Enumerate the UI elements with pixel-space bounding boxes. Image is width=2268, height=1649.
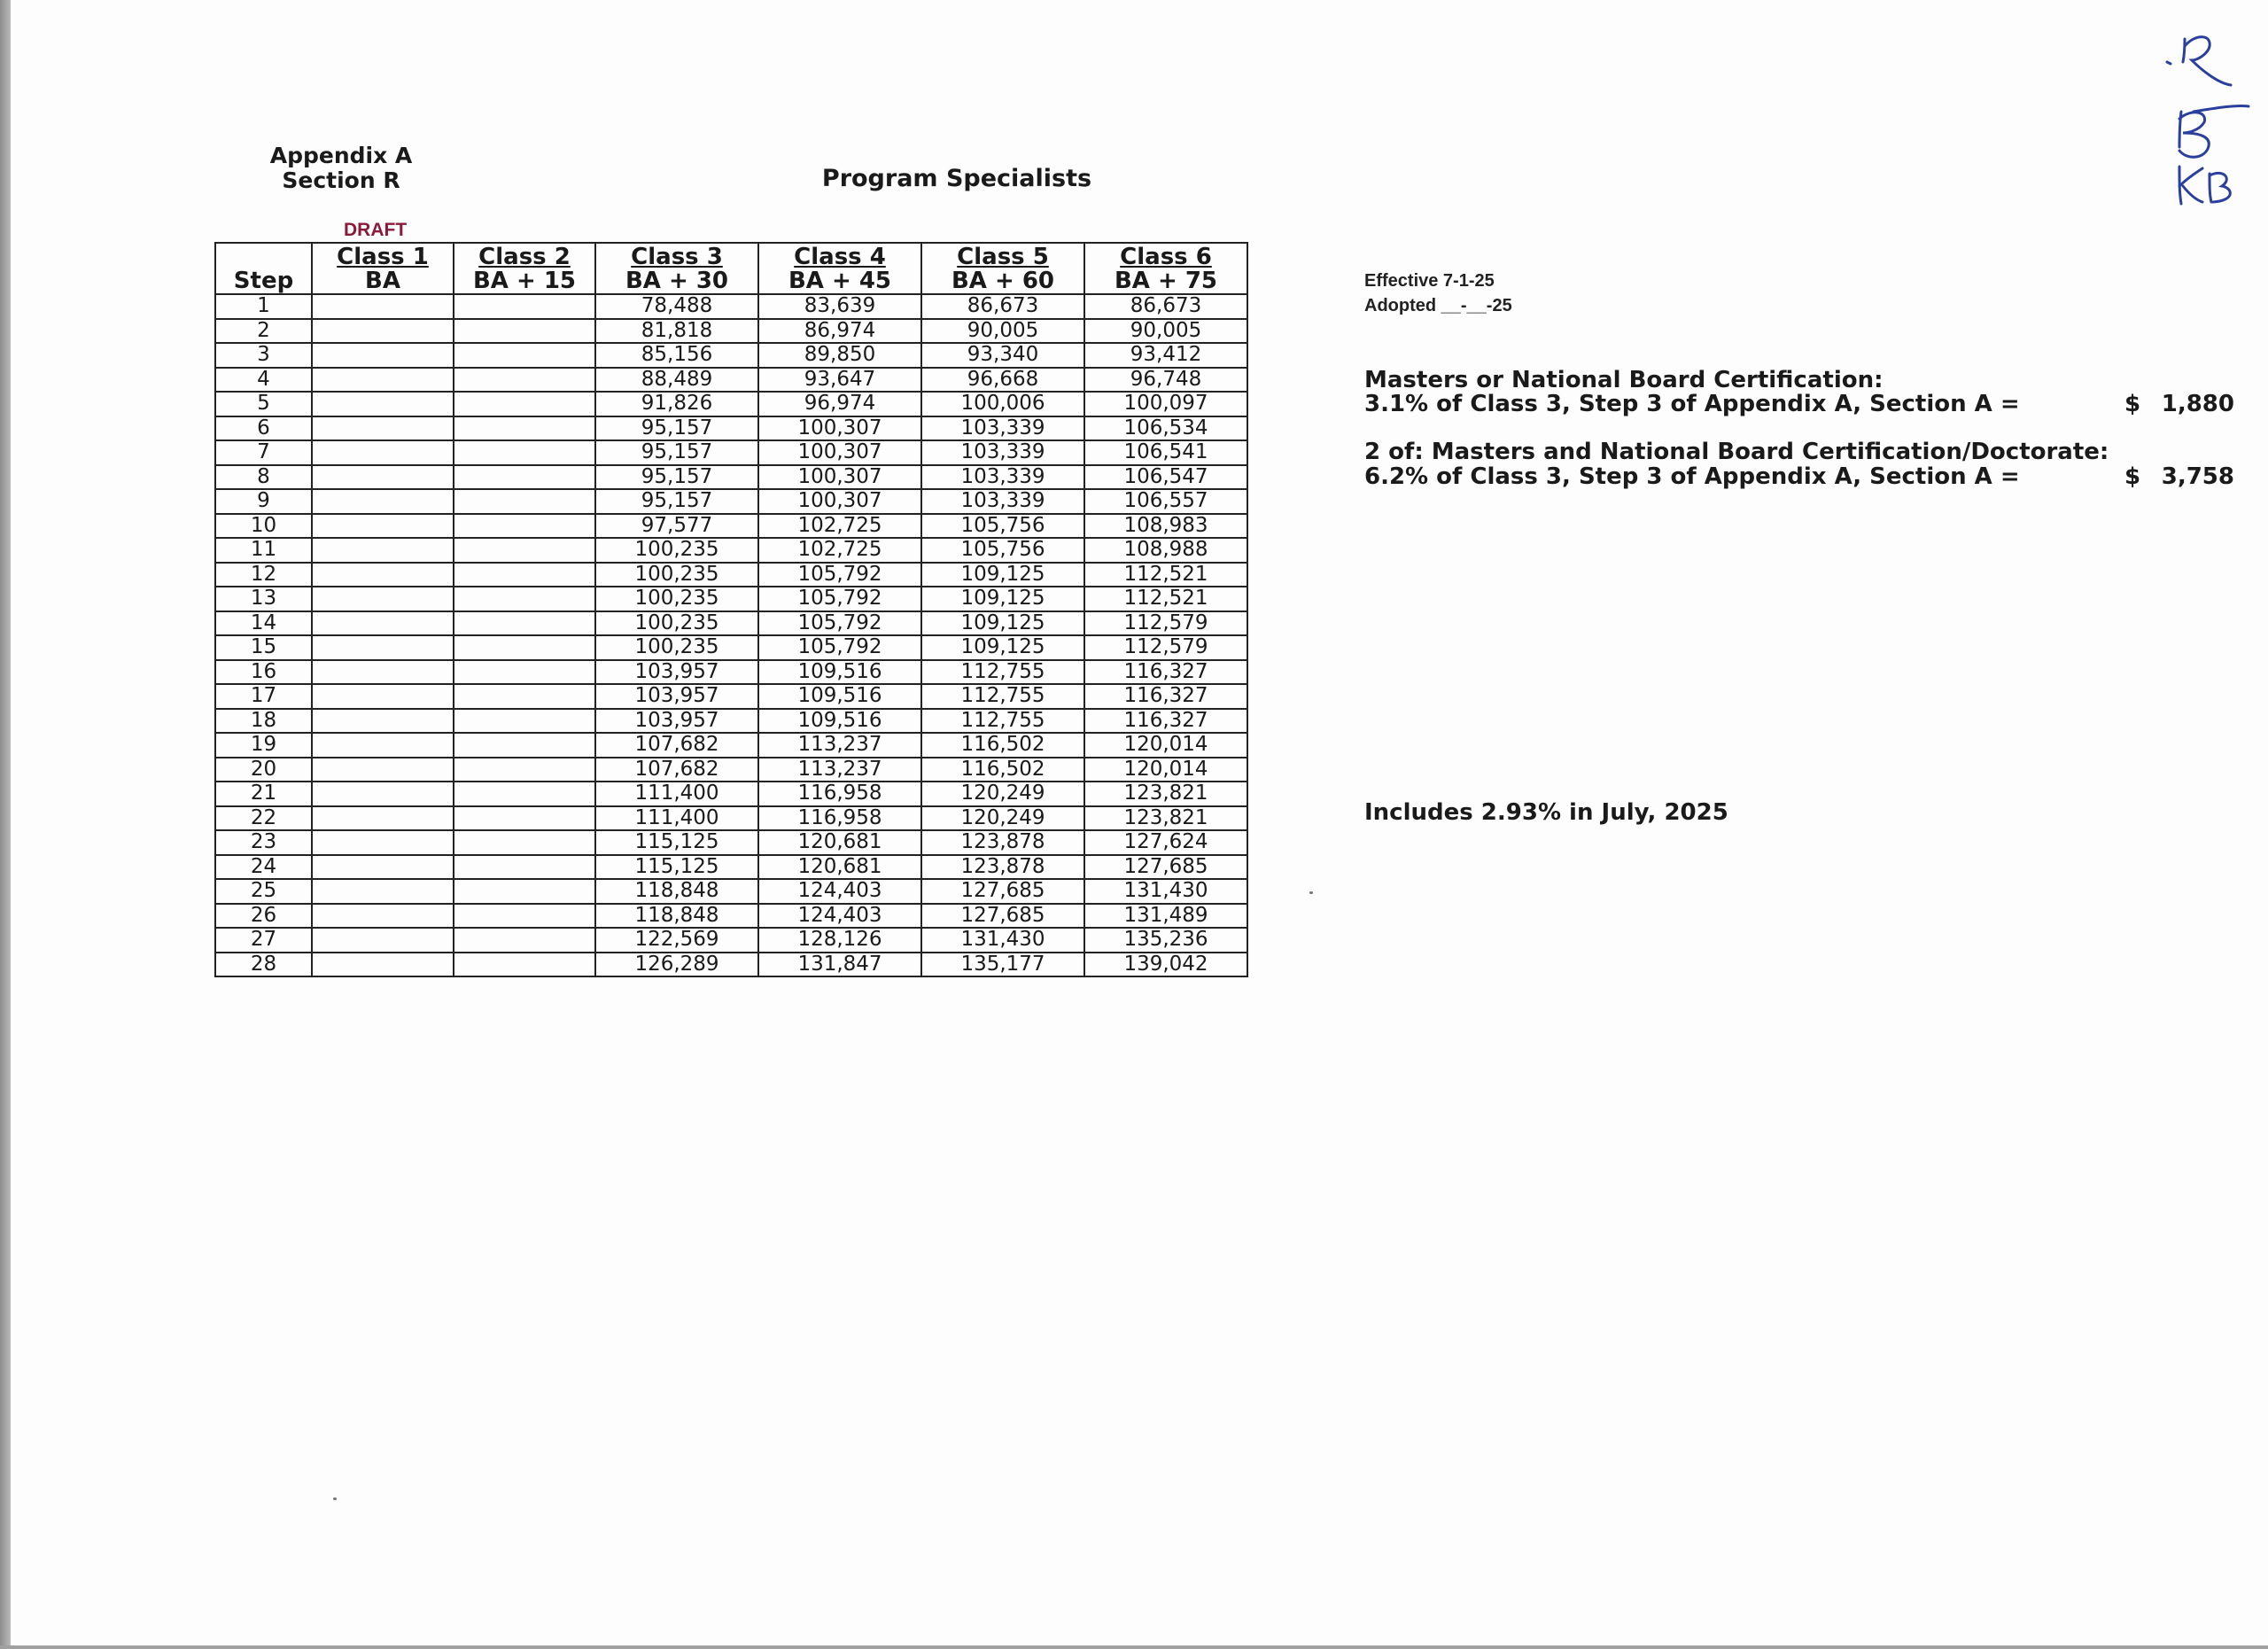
salary-cell — [454, 514, 595, 539]
salary-cell: 103,339 — [921, 416, 1084, 441]
salary-cell: 123,821 — [1084, 782, 1247, 806]
salary-cell: 93,412 — [1084, 343, 1247, 368]
step-cell: 17 — [215, 684, 312, 709]
table-row — [215, 563, 1247, 587]
salary-cell: 115,125 — [595, 830, 758, 855]
table-row — [215, 489, 1247, 514]
salary-cell — [312, 855, 454, 880]
salary-cell: 108,988 — [1084, 538, 1247, 563]
salary-cell — [312, 465, 454, 490]
salary-cell: 100,307 — [758, 465, 921, 490]
table-row — [215, 611, 1247, 636]
class-label: Class 4 — [794, 244, 886, 270]
salary-cell: 109,125 — [921, 635, 1084, 660]
salary-cell: 81,818 — [595, 319, 758, 344]
salary-cell — [312, 806, 454, 831]
salary-cell — [454, 465, 595, 490]
salary-cell — [454, 953, 595, 977]
salary-cell: 106,534 — [1084, 416, 1247, 441]
step-cell: 15 — [215, 635, 312, 660]
salary-cell: 120,014 — [1084, 733, 1247, 758]
column-header-class-5 — [921, 243, 1084, 294]
includes-note: Includes 2.93% in July, 2025 — [1364, 799, 1728, 826]
salary-cell — [312, 660, 454, 685]
salary-cell — [312, 635, 454, 660]
step-cell: 22 — [215, 806, 312, 831]
salary-cell — [312, 440, 454, 465]
draft-stamp: DRAFT — [344, 220, 408, 240]
salary-cell — [312, 879, 454, 904]
salary-cell — [312, 953, 454, 977]
class-label: Class 3 — [631, 244, 723, 270]
salary-cell — [312, 538, 454, 563]
step-cell: 12 — [215, 563, 312, 587]
salary-cell — [312, 782, 454, 806]
document-page — [11, 0, 2268, 1645]
salary-cell: 100,307 — [758, 489, 921, 514]
column-header-class-1 — [312, 243, 454, 294]
salary-cell: 109,125 — [921, 563, 1084, 587]
salary-cell — [454, 684, 595, 709]
section-line: Section R — [282, 167, 400, 193]
salary-cell: 128,126 — [758, 928, 921, 953]
salary-cell — [454, 855, 595, 880]
salary-cell — [312, 611, 454, 636]
salary-cell: 112,755 — [921, 709, 1084, 734]
salary-cell — [312, 294, 454, 319]
salary-cell: 109,516 — [758, 684, 921, 709]
effective-date: Effective 7-1-25 — [1364, 271, 1495, 291]
salary-cell: 135,236 — [1084, 928, 1247, 953]
table-row — [215, 928, 1247, 953]
salary-cell: 105,792 — [758, 611, 921, 636]
salary-cell: 109,125 — [921, 611, 1084, 636]
salary-cell: 109,125 — [921, 587, 1084, 611]
salary-cell: 100,307 — [758, 416, 921, 441]
scan-speck — [333, 1497, 337, 1500]
salary-cell: 100,235 — [595, 563, 758, 587]
appendix-heading — [239, 144, 443, 193]
salary-cell: 120,014 — [1084, 758, 1247, 782]
salary-cell: 100,097 — [1084, 392, 1247, 416]
salary-cell: 95,157 — [595, 489, 758, 514]
salary-cell: 106,547 — [1084, 465, 1247, 490]
salary-cell — [312, 416, 454, 441]
salary-cell — [454, 489, 595, 514]
salary-cell: 97,577 — [595, 514, 758, 539]
table-row — [215, 855, 1247, 880]
table-row — [215, 830, 1247, 855]
table-row — [215, 514, 1247, 539]
table-row — [215, 440, 1247, 465]
table-row — [215, 587, 1247, 611]
salary-cell: 103,339 — [921, 440, 1084, 465]
salary-cell: 115,125 — [595, 855, 758, 880]
scan-speck — [1309, 891, 1313, 894]
adopted-date: Adopted __-__-25 — [1364, 296, 1512, 315]
step-cell: 1 — [215, 294, 312, 319]
salary-cell: 86,673 — [1084, 294, 1247, 319]
salary-cell — [312, 684, 454, 709]
salary-cell — [454, 611, 595, 636]
salary-cell: 105,756 — [921, 538, 1084, 563]
two-of-currency: $ — [2124, 463, 2141, 490]
salary-cell: 124,403 — [758, 904, 921, 929]
table-row — [215, 392, 1247, 416]
table-header-row — [215, 243, 1247, 294]
salary-cell: 131,489 — [1084, 904, 1247, 929]
salary-cell: 95,157 — [595, 465, 758, 490]
salary-cell: 116,502 — [921, 733, 1084, 758]
salary-cell — [454, 709, 595, 734]
salary-cell: 111,400 — [595, 782, 758, 806]
salary-cell — [454, 928, 595, 953]
salary-cell — [454, 758, 595, 782]
table-row — [215, 635, 1247, 660]
salary-cell — [454, 806, 595, 831]
salary-cell: 116,327 — [1084, 684, 1247, 709]
step-label: Step — [233, 268, 294, 294]
salary-cell: 86,974 — [758, 319, 921, 344]
salary-cell: 113,237 — [758, 733, 921, 758]
salary-cell: 103,339 — [921, 465, 1084, 490]
degree-label: BA + 15 — [472, 268, 576, 294]
salary-cell: 83,639 — [758, 294, 921, 319]
salary-cell: 85,156 — [595, 343, 758, 368]
salary-cell: 108,983 — [1084, 514, 1247, 539]
salary-cell: 88,489 — [595, 368, 758, 393]
salary-cell: 120,681 — [758, 855, 921, 880]
salary-cell: 113,237 — [758, 758, 921, 782]
salary-cell: 116,327 — [1084, 709, 1247, 734]
salary-cell: 100,235 — [595, 538, 758, 563]
step-cell: 25 — [215, 879, 312, 904]
salary-cell — [312, 489, 454, 514]
salary-cell: 103,957 — [595, 709, 758, 734]
salary-cell: 102,725 — [758, 514, 921, 539]
class-label: Class 6 — [1120, 244, 1212, 270]
salary-cell: 103,339 — [921, 489, 1084, 514]
step-cell: 23 — [215, 830, 312, 855]
step-cell: 18 — [215, 709, 312, 734]
salary-cell — [454, 635, 595, 660]
table-row — [215, 758, 1247, 782]
salary-cell — [312, 368, 454, 393]
column-header-class-3 — [595, 243, 758, 294]
salary-cell — [312, 514, 454, 539]
salary-cell: 100,235 — [595, 611, 758, 636]
salary-cell: 112,579 — [1084, 635, 1247, 660]
step-cell: 27 — [215, 928, 312, 953]
salary-cell: 131,430 — [921, 928, 1084, 953]
step-cell: 19 — [215, 733, 312, 758]
salary-cell — [454, 904, 595, 929]
class-label: Class 2 — [478, 244, 571, 270]
salary-cell: 90,005 — [921, 319, 1084, 344]
handwritten-initials — [2144, 27, 2268, 222]
salary-cell — [454, 294, 595, 319]
salary-cell: 116,327 — [1084, 660, 1247, 685]
salary-cell — [454, 319, 595, 344]
salary-cell — [312, 343, 454, 368]
salary-cell: 118,848 — [595, 904, 758, 929]
salary-cell — [454, 587, 595, 611]
step-cell: 13 — [215, 587, 312, 611]
salary-cell — [454, 416, 595, 441]
table-row — [215, 806, 1247, 831]
table-row — [215, 684, 1247, 709]
step-cell: 9 — [215, 489, 312, 514]
salary-cell: 102,725 — [758, 538, 921, 563]
salary-cell: 131,847 — [758, 953, 921, 977]
salary-cell: 96,748 — [1084, 368, 1247, 393]
column-header-step — [215, 243, 312, 294]
salary-cell — [454, 830, 595, 855]
salary-cell: 116,502 — [921, 758, 1084, 782]
salary-schedule-table — [214, 242, 1248, 977]
step-cell: 20 — [215, 758, 312, 782]
salary-cell: 120,681 — [758, 830, 921, 855]
salary-cell: 100,006 — [921, 392, 1084, 416]
two-of-value: 3,758 — [2161, 463, 2234, 490]
table-row — [215, 904, 1247, 929]
step-cell: 26 — [215, 904, 312, 929]
salary-cell — [454, 538, 595, 563]
table-row — [215, 709, 1247, 734]
salary-cell: 120,249 — [921, 782, 1084, 806]
salary-cell: 120,249 — [921, 806, 1084, 831]
step-cell: 4 — [215, 368, 312, 393]
salary-cell: 90,005 — [1084, 319, 1247, 344]
salary-cell — [312, 319, 454, 344]
step-cell: 6 — [215, 416, 312, 441]
two-of-amount — [2124, 463, 2234, 490]
salary-cell: 91,826 — [595, 392, 758, 416]
table-row — [215, 879, 1247, 904]
salary-cell: 116,958 — [758, 782, 921, 806]
salary-cell — [454, 440, 595, 465]
salary-cell: 86,673 — [921, 294, 1084, 319]
degree-label: BA + 30 — [625, 268, 728, 294]
salary-cell — [312, 709, 454, 734]
salary-cell — [312, 587, 454, 611]
salary-cell: 118,848 — [595, 879, 758, 904]
salary-cell: 105,792 — [758, 635, 921, 660]
salary-cell — [454, 368, 595, 393]
salary-cell — [454, 733, 595, 758]
salary-cell — [312, 392, 454, 416]
salary-cell: 93,340 — [921, 343, 1084, 368]
column-header-class-4 — [758, 243, 921, 294]
salary-cell: 103,957 — [595, 684, 758, 709]
salary-cell: 111,400 — [595, 806, 758, 831]
class-label: Class 1 — [337, 244, 429, 270]
salary-cell: 131,430 — [1084, 879, 1247, 904]
salary-cell — [312, 758, 454, 782]
table-row — [215, 953, 1247, 977]
salary-cell: 127,685 — [921, 904, 1084, 929]
salary-cell: 112,579 — [1084, 611, 1247, 636]
salary-cell: 103,957 — [595, 660, 758, 685]
salary-cell — [312, 563, 454, 587]
step-cell: 2 — [215, 319, 312, 344]
salary-cell: 112,521 — [1084, 587, 1247, 611]
salary-cell: 112,521 — [1084, 563, 1247, 587]
step-cell: 28 — [215, 953, 312, 977]
salary-cell: 107,682 — [595, 733, 758, 758]
salary-cell — [454, 343, 595, 368]
salary-cell: 116,958 — [758, 806, 921, 831]
salary-cell — [454, 879, 595, 904]
salary-cell: 109,516 — [758, 660, 921, 685]
salary-cell: 126,289 — [595, 953, 758, 977]
masters-heading: Masters or National Board Certification: — [1364, 367, 1884, 393]
salary-cell: 100,235 — [595, 635, 758, 660]
masters-value: 1,880 — [2161, 391, 2234, 417]
salary-cell: 89,850 — [758, 343, 921, 368]
masters-currency: $ — [2124, 391, 2141, 417]
salary-cell: 100,235 — [595, 587, 758, 611]
scan-edge-left — [0, 0, 11, 1649]
salary-cell: 107,682 — [595, 758, 758, 782]
salary-cell — [312, 904, 454, 929]
degree-label: BA + 75 — [1114, 268, 1217, 294]
salary-cell — [312, 830, 454, 855]
degree-label: BA + 60 — [951, 268, 1054, 294]
salary-cell: 96,668 — [921, 368, 1084, 393]
table-row — [215, 538, 1247, 563]
table-row — [215, 660, 1247, 685]
column-header-class-2 — [454, 243, 595, 294]
step-cell: 8 — [215, 465, 312, 490]
salary-cell — [312, 733, 454, 758]
appendix-line: Appendix A — [269, 143, 413, 168]
two-of-formula: 6.2% of Class 3, Step 3 of Appendix A, Section A = — [1364, 463, 2020, 490]
table-row — [215, 294, 1247, 319]
salary-cell: 105,792 — [758, 587, 921, 611]
salary-cell: 96,974 — [758, 392, 921, 416]
salary-cell: 105,792 — [758, 563, 921, 587]
step-cell: 3 — [215, 343, 312, 368]
table-row — [215, 782, 1247, 806]
salary-cell: 124,403 — [758, 879, 921, 904]
salary-cell — [312, 928, 454, 953]
salary-cell: 127,624 — [1084, 830, 1247, 855]
salary-cell: 109,516 — [758, 709, 921, 734]
step-cell: 10 — [215, 514, 312, 539]
table-row — [215, 343, 1247, 368]
column-header-class-6 — [1084, 243, 1247, 294]
salary-cell — [454, 392, 595, 416]
step-cell: 11 — [215, 538, 312, 563]
two-of-heading: 2 of: Masters and National Board Certification/Doctorate: — [1364, 439, 2109, 465]
table-row — [215, 733, 1247, 758]
table-row — [215, 416, 1247, 441]
masters-amount — [2124, 391, 2234, 417]
scan-edge-bottom — [0, 1645, 2268, 1649]
table-row — [215, 368, 1247, 393]
step-cell: 14 — [215, 611, 312, 636]
salary-cell: 122,569 — [595, 928, 758, 953]
degree-label: BA — [365, 268, 400, 294]
salary-cell: 106,557 — [1084, 489, 1247, 514]
salary-cell: 135,177 — [921, 953, 1084, 977]
salary-cell: 112,755 — [921, 684, 1084, 709]
salary-cell: 100,307 — [758, 440, 921, 465]
salary-cell: 127,685 — [921, 879, 1084, 904]
table-row — [215, 319, 1247, 344]
salary-cell — [454, 782, 595, 806]
salary-cell — [454, 660, 595, 685]
table-body — [215, 294, 1247, 976]
salary-cell: 78,488 — [595, 294, 758, 319]
salary-cell: 139,042 — [1084, 953, 1247, 977]
salary-cell: 123,878 — [921, 855, 1084, 880]
step-cell: 7 — [215, 440, 312, 465]
salary-cell: 112,755 — [921, 660, 1084, 685]
step-cell: 16 — [215, 660, 312, 685]
step-cell: 24 — [215, 855, 312, 880]
degree-label: BA + 45 — [788, 268, 891, 294]
page-title: Program Specialists — [821, 165, 1092, 192]
masters-formula: 3.1% of Class 3, Step 3 of Appendix A, Section A = — [1364, 391, 2020, 417]
salary-cell: 127,685 — [1084, 855, 1247, 880]
step-cell: 21 — [215, 782, 312, 806]
salary-cell: 93,647 — [758, 368, 921, 393]
salary-cell: 123,821 — [1084, 806, 1247, 831]
salary-cell: 105,756 — [921, 514, 1084, 539]
step-cell: 5 — [215, 392, 312, 416]
salary-cell — [454, 563, 595, 587]
salary-cell: 123,878 — [921, 830, 1084, 855]
class-label: Class 5 — [957, 244, 1049, 270]
salary-cell: 106,541 — [1084, 440, 1247, 465]
salary-cell: 95,157 — [595, 440, 758, 465]
table-row — [215, 465, 1247, 490]
salary-cell: 95,157 — [595, 416, 758, 441]
